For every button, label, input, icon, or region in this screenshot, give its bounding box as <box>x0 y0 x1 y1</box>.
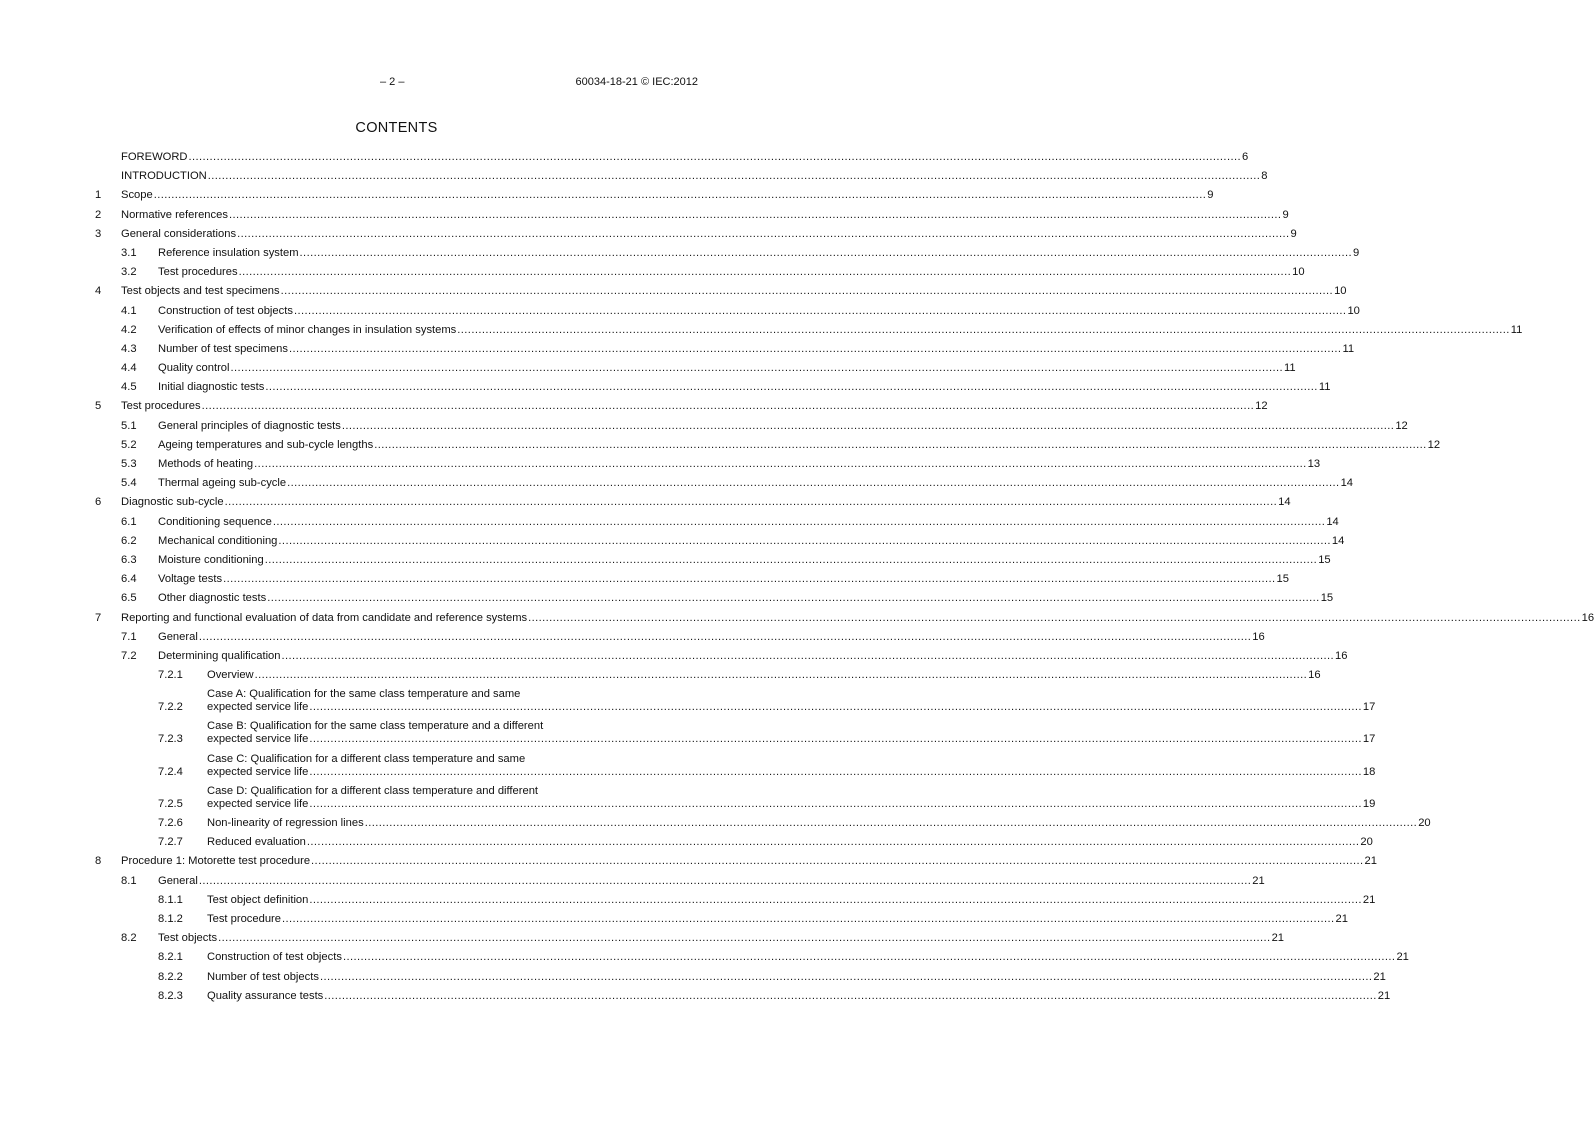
toc-entry[interactable] <box>95 970 1386 984</box>
toc-entry-body <box>207 753 1375 779</box>
toc-entry[interactable] <box>95 170 1268 183</box>
toc-leader-dots <box>309 798 1361 811</box>
toc-entry[interactable] <box>95 438 1441 452</box>
toc-entry[interactable] <box>95 784 1376 811</box>
toc-entry-page: 8 <box>1261 170 1268 183</box>
toc-entry-title: Quality control <box>158 362 230 375</box>
toc-leader-dots <box>294 305 1346 318</box>
toc-entry[interactable] <box>95 246 1360 260</box>
toc-entry-page: 9 <box>1207 189 1214 202</box>
toc-entry-number: 8.2.3 <box>158 989 183 1002</box>
toc-entry-number: 4 <box>95 285 102 298</box>
toc-entry[interactable] <box>95 951 1409 964</box>
toc-entry-page: 21 <box>1364 855 1377 868</box>
toc-entry[interactable] <box>95 285 1347 298</box>
toc-leader-dots <box>282 650 1334 663</box>
toc-title: CONTENTS <box>355 120 438 136</box>
toc-entry-number: 6.1 <box>121 515 137 528</box>
toc-entry-title: Moisture conditioning <box>158 553 264 566</box>
toc-leader-dots <box>265 381 1317 394</box>
toc-entry-title: Diagnostic sub-cycle <box>121 496 224 509</box>
toc-leader-dots <box>265 554 1317 567</box>
toc-leader-dots <box>324 990 1376 1003</box>
toc-entry-page: 18 <box>1362 765 1376 778</box>
toc-entry-number: 6.5 <box>121 592 137 605</box>
toc-entry-page: 10 <box>1292 266 1305 279</box>
toc-entry-number: 6.2 <box>121 534 137 547</box>
toc-entry-page: 16 <box>1581 611 1594 624</box>
toc-entry-title: Verification of effects of minor changes in insulation systems <box>158 323 457 336</box>
toc-entry-title-continued: expected service life <box>207 701 309 714</box>
toc-entry-number: 5.4 <box>121 477 137 490</box>
toc-entry-page: 11 <box>1284 362 1296 375</box>
toc-entry-title-continued: expected service life <box>207 765 309 778</box>
toc-entry-number: 8.2.2 <box>158 970 183 983</box>
toc-entry-page: 21 <box>1271 932 1285 945</box>
toc-entry-title: Quality assurance tests <box>207 989 324 1002</box>
toc-leader-dots <box>239 266 1291 279</box>
toc-entry-number: 7.2.5 <box>158 797 183 810</box>
toc-entry-page: 14 <box>1326 515 1339 528</box>
toc-entry-title: Number of test objects <box>207 970 319 983</box>
toc-entry[interactable] <box>95 669 1321 682</box>
toc-entry-title: Test procedure <box>207 912 282 925</box>
toc-entry-number: 7.2.4 <box>158 765 183 778</box>
toc-entry-number: 2 <box>95 208 102 221</box>
toc-entry[interactable] <box>95 458 1321 471</box>
toc-leader-dots <box>267 592 1319 605</box>
toc-entry-title: Initial diagnostic tests <box>158 381 265 394</box>
toc-entry-title: Test procedures <box>158 266 238 279</box>
toc-entry-title: Scope <box>121 189 153 202</box>
toc-entry-page: 20 <box>1418 817 1431 829</box>
toc-entry-title: Procedure 1: Motorette test procedure <box>121 855 311 868</box>
toc-entry-page: 20 <box>1360 836 1373 849</box>
toc-entry[interactable] <box>95 151 1249 164</box>
toc-entry-title: Reporting and functional evaluation of data from candidate and reference systems <box>121 611 528 624</box>
toc-leader-dots <box>189 151 1241 164</box>
toc-entry-number: 1 <box>95 189 102 202</box>
toc-leader-dots <box>300 247 1352 260</box>
toc-entry-page: 14 <box>1340 477 1354 490</box>
toc-entry[interactable] <box>95 836 1373 849</box>
toc-entry-page: 21 <box>1362 893 1376 906</box>
toc-leader-dots <box>365 817 1417 830</box>
toc-entry-page: 10 <box>1334 285 1347 298</box>
toc-entry-number: 5.3 <box>121 458 137 470</box>
toc-entry-title: Case D: Qualification for a different class temperature and different <box>207 784 539 797</box>
toc-entry-page: 9 <box>1353 246 1360 259</box>
toc-leader-dots <box>281 285 1333 298</box>
toc-entry-page: 16 <box>1308 669 1321 682</box>
toc-entry[interactable] <box>95 362 1296 375</box>
toc-entry[interactable] <box>95 893 1376 907</box>
toc-leader-dots <box>199 875 1251 888</box>
toc-entry-title: General considerations <box>121 227 237 240</box>
toc-entry[interactable] <box>95 342 1355 356</box>
toc-entry[interactable] <box>95 553 1331 567</box>
toc-entry-number: 3.2 <box>121 266 137 279</box>
toc-entry-number: 6 <box>95 496 102 509</box>
toc-entry[interactable] <box>95 400 1268 413</box>
toc-entry-number: 4.5 <box>121 381 137 394</box>
toc-entry[interactable] <box>95 381 1331 394</box>
toc-entry[interactable] <box>95 227 1297 241</box>
toc-entry-page: 15 <box>1318 553 1331 566</box>
toc-leader-dots <box>307 836 1359 849</box>
toc-entry-title: FOREWORD <box>121 151 188 163</box>
toc-entry-page: 15 <box>1276 573 1289 586</box>
toc-entry-title: Reference insulation system <box>158 246 299 259</box>
toc-leader-dots <box>208 170 1260 183</box>
toc-leader-dots <box>289 343 1341 356</box>
toc-entry-number: 7.2.1 <box>158 669 183 682</box>
toc-entry[interactable] <box>95 419 1408 433</box>
toc-entry-title: Ageing temperatures and sub-cycle lengths <box>158 438 374 451</box>
toc-leader-dots <box>282 913 1334 926</box>
toc-entry-title: Overview <box>207 669 254 682</box>
toc-entry[interactable] <box>95 189 1214 202</box>
toc-entry-number: 8 <box>95 855 102 868</box>
toc-leader-dots <box>278 535 1330 548</box>
toc-entry[interactable] <box>95 266 1305 279</box>
toc-entry-page: 10 <box>1347 304 1360 317</box>
toc-leader-dots <box>154 189 1206 202</box>
toc-entry-title: General principles of diagnostic tests <box>158 419 341 432</box>
toc-entry-page: 13 <box>1307 458 1321 470</box>
toc-entry-title: General <box>158 630 198 643</box>
toc-entry-number: 7.1 <box>121 630 137 643</box>
toc-entry[interactable] <box>95 534 1345 548</box>
toc-leader-dots <box>254 458 1306 471</box>
toc-entry-number: 7.2.2 <box>158 701 183 714</box>
toc-entry-title: Conditioning sequence <box>158 515 272 528</box>
toc-entry-page: 6 <box>1241 151 1249 163</box>
toc-leader-dots <box>231 362 1283 375</box>
toc-leader-dots <box>229 209 1281 222</box>
toc-entry-page: 15 <box>1320 592 1334 605</box>
toc-entry-title: Case A: Qualification for the same class temperature and same <box>207 688 521 701</box>
toc-entry[interactable] <box>95 989 1391 1003</box>
toc-entry[interactable] <box>95 720 1376 746</box>
toc-entry[interactable] <box>95 592 1334 605</box>
toc-entry-title: Normative references <box>121 208 228 221</box>
toc-entry-title-continued: expected service life <box>207 733 309 746</box>
toc-entry-page: 14 <box>1278 496 1291 509</box>
toc-entry-page: 19 <box>1362 797 1376 810</box>
toc-entry[interactable] <box>95 630 1265 644</box>
page-header <box>95 76 698 92</box>
toc-leader-dots <box>202 400 1254 413</box>
toc-entry-title: Mechanical conditioning <box>158 534 278 547</box>
toc-entry-page: 16 <box>1252 630 1265 643</box>
toc-entry-title: Case B: Qualification for the same class temperature and a different <box>207 720 544 733</box>
toc-entry[interactable] <box>95 323 1523 337</box>
toc-entry[interactable] <box>95 874 1265 888</box>
toc-leader-dots <box>528 612 1580 625</box>
toc-entry-number: 7 <box>95 611 102 624</box>
toc-leader-dots <box>287 477 1339 490</box>
toc-entry[interactable] <box>95 817 1431 830</box>
toc-entry-title: INTRODUCTION <box>121 170 207 183</box>
toc-entry[interactable] <box>95 688 1376 714</box>
toc-entry-title: Number of test specimens <box>158 342 288 355</box>
toc-leader-dots <box>199 631 1251 644</box>
toc-entry-page: 12 <box>1395 419 1408 432</box>
toc-entry[interactable] <box>95 912 1348 926</box>
toc-leader-dots <box>457 324 1509 337</box>
toc-entry-title: Reduced evaluation <box>207 836 306 849</box>
toc-leader-dots <box>320 971 1372 984</box>
toc-entry[interactable] <box>95 515 1339 529</box>
toc-entry-number: 6.4 <box>121 573 137 586</box>
toc-leader-dots <box>374 439 1426 452</box>
toc-entry-title: Test object definition <box>207 893 309 906</box>
toc-entry-title: Non-linearity of regression lines <box>207 817 364 829</box>
toc-entry[interactable] <box>95 477 1354 490</box>
toc-entry-title: Test objects <box>158 932 218 945</box>
toc-entry-page: 11 <box>1510 323 1523 336</box>
toc-entry-page: 14 <box>1331 534 1345 547</box>
toc-entry-body <box>207 688 1375 714</box>
toc-leader-dots <box>309 733 1361 746</box>
toc-entry-page: 17 <box>1362 701 1376 714</box>
toc-entry[interactable] <box>95 932 1285 945</box>
toc-entry-page: 21 <box>1396 951 1409 964</box>
toc-leader-dots <box>218 932 1270 945</box>
toc-entry-page: 11 <box>1342 342 1355 355</box>
toc-entry-body <box>207 720 1375 746</box>
toc-entry-page: 21 <box>1377 989 1391 1002</box>
toc-leader-dots <box>343 951 1395 964</box>
page-number: – 2 – <box>380 76 405 88</box>
toc-entry[interactable] <box>95 611 1594 625</box>
toc-entry-number: 7.2.7 <box>158 836 183 849</box>
toc-entry-page: 21 <box>1335 912 1348 925</box>
toc-leader-dots <box>309 894 1361 907</box>
toc-entry-title: Construction of test objects <box>207 951 342 964</box>
toc-leader-dots <box>223 573 1275 586</box>
toc-leader-dots <box>225 496 1277 509</box>
toc-entry-number: 5.2 <box>121 438 137 451</box>
toc-entry-title: Test objects and test specimens <box>121 285 280 298</box>
toc-leader-dots <box>255 669 1307 682</box>
toc-leader-dots <box>309 766 1361 779</box>
toc-entry-number: 8.1.1 <box>158 893 183 906</box>
toc-entry-page: 9 <box>1290 227 1297 240</box>
toc-entry-page: 12 <box>1427 438 1441 451</box>
toc-entry-number: 5.1 <box>121 419 137 432</box>
toc-entry-number: 7.2.6 <box>158 817 183 829</box>
toc-entry-number: 6.3 <box>121 553 137 566</box>
toc-entry-number: 3.1 <box>121 246 137 259</box>
toc-entry-title: Methods of heating <box>158 458 254 470</box>
toc-entry[interactable] <box>95 304 1360 318</box>
toc-entry-number: 8.2.1 <box>158 951 183 964</box>
toc-entry-title: Case C: Qualification for a different class temperature and same <box>207 752 526 765</box>
toc-entry-title-continued: expected service life <box>207 797 309 810</box>
toc-entry[interactable] <box>95 649 1348 663</box>
toc-entry-page: 11 <box>1318 381 1331 394</box>
toc-entry-title: Test procedures <box>121 400 201 413</box>
toc-entry-title: Other diagnostic tests <box>158 592 267 605</box>
toc-entry[interactable] <box>95 573 1289 586</box>
toc-leader-dots <box>311 855 1363 868</box>
toc-entry-title: Construction of test objects <box>158 304 293 317</box>
toc-leader-dots <box>342 420 1394 433</box>
toc-entry-number: 8.1 <box>121 874 137 887</box>
toc-entry-body <box>207 785 1375 811</box>
toc-entry-page: 9 <box>1282 208 1289 221</box>
toc-leader-dots <box>309 701 1361 714</box>
toc-entry-number: 8.2 <box>121 932 137 945</box>
toc-entry-number: 3 <box>95 227 102 240</box>
toc-entry[interactable] <box>95 496 1291 509</box>
table-of-contents <box>95 151 1594 1003</box>
toc-entry[interactable] <box>95 208 1289 222</box>
document-reference: 60034-18-21 © IEC:2012 <box>575 76 698 88</box>
toc-entry-number: 4.1 <box>121 304 137 317</box>
toc-entry-number: 4.4 <box>121 362 137 375</box>
toc-entry-number: 4.2 <box>121 323 137 336</box>
toc-entry-page: 21 <box>1373 970 1386 983</box>
toc-entry-number: 5 <box>95 400 102 413</box>
toc-entry[interactable] <box>95 855 1377 868</box>
toc-entry-number: 8.1.2 <box>158 912 183 925</box>
toc-entry-number: 4.3 <box>121 342 137 355</box>
toc-entry-title: Determining qualification <box>158 649 281 662</box>
toc-entry-title: General <box>158 874 198 887</box>
toc-entry-number: 7.2.3 <box>158 733 183 746</box>
toc-entry-title: Thermal ageing sub-cycle <box>158 477 287 490</box>
toc-leader-dots <box>273 516 1325 529</box>
toc-entry-title: Voltage tests <box>158 573 223 586</box>
toc-entry-page: 17 <box>1362 733 1376 746</box>
toc-entry-number: 7.2 <box>121 649 137 662</box>
toc-entry-page: 12 <box>1255 400 1268 413</box>
toc-entry-page: 16 <box>1335 649 1348 662</box>
toc-leader-dots <box>237 228 1289 241</box>
toc-entry[interactable] <box>95 752 1376 779</box>
toc-entry-page: 21 <box>1252 874 1265 887</box>
